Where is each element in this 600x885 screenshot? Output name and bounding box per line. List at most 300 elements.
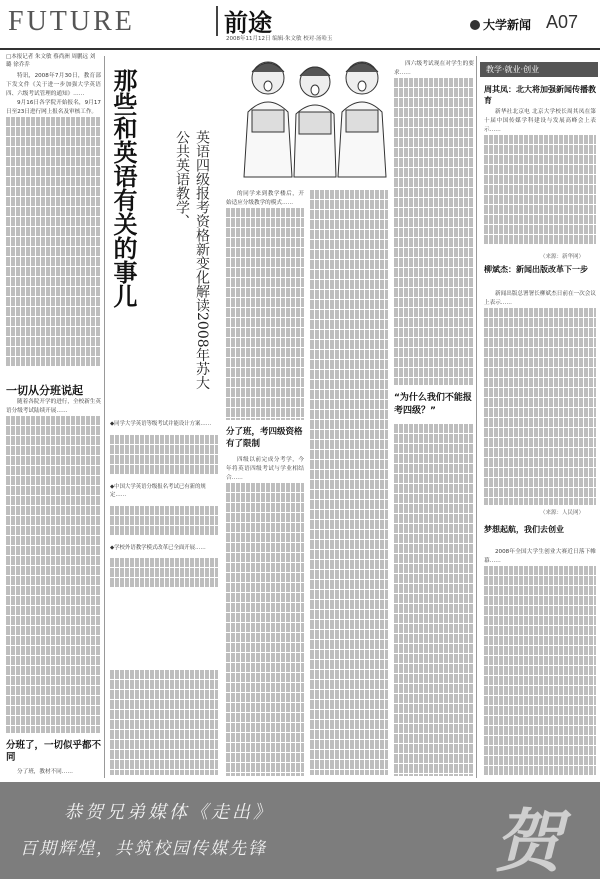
text-filler: [484, 616, 596, 626]
text-filler: [6, 636, 101, 646]
text-filler: [6, 157, 101, 167]
text-filler: [484, 308, 596, 318]
article-column-1: [6, 72, 101, 372]
text-filler: [226, 348, 304, 358]
text-filler: [394, 348, 474, 358]
text-filler: [310, 370, 388, 380]
text-filler: [226, 683, 304, 693]
text-filler: [6, 297, 101, 307]
text-filler: [484, 438, 596, 448]
text-filler: [310, 230, 388, 240]
text-filler: [394, 554, 474, 564]
text-filler: [484, 736, 596, 746]
column-divider: [476, 56, 477, 778]
notes-box: [110, 420, 218, 660]
text-filler: [6, 287, 101, 297]
text-filler: [310, 190, 388, 200]
subheadline: 英语四级报考资格新变化解读2008年苏大公共英语教学、: [174, 130, 210, 390]
text-filler: [394, 378, 474, 385]
text-filler: [6, 426, 101, 436]
text-filler: [484, 586, 596, 596]
text-filler: [6, 127, 101, 137]
text-filler: [310, 280, 388, 290]
text-filler: [226, 338, 304, 348]
text-filler: [394, 278, 474, 288]
text-filler: [394, 118, 474, 128]
text-filler: [226, 733, 304, 743]
text-filler: [394, 704, 474, 714]
text-filler: [226, 663, 304, 673]
article-column-3: [310, 190, 388, 775]
headline: 那些和英语有关的事儿: [109, 68, 138, 308]
text-filler: [394, 298, 474, 308]
text-filler: [6, 596, 101, 606]
text-filler: [394, 454, 474, 464]
text-filler: [6, 167, 101, 177]
article-column-1b: [6, 398, 101, 733]
text-filler: [394, 168, 474, 178]
text-filler: [226, 583, 304, 593]
text-filler: [394, 504, 474, 514]
text-filler: [310, 400, 388, 410]
text-filler: [484, 458, 596, 468]
text-filler: [6, 676, 101, 686]
text-filler: [110, 435, 218, 445]
section-1-title: 一切从分班说起: [6, 384, 83, 397]
text-filler: [226, 308, 304, 318]
text-filler: [484, 378, 596, 388]
text-filler: [484, 165, 596, 175]
text-filler: [484, 626, 596, 636]
text-filler: [6, 546, 101, 556]
text-filler: [226, 703, 304, 713]
column-divider: [104, 56, 105, 778]
col2-text: 的同学来到教学楼后，开始适应分级教学的模式……: [226, 191, 304, 206]
text-filler: [310, 740, 388, 750]
text-filler: [6, 486, 101, 496]
text-filler: [226, 693, 304, 703]
text-filler: [110, 558, 218, 568]
text-filler: [110, 710, 218, 720]
text-filler: [226, 553, 304, 563]
text-filler: [310, 690, 388, 700]
text-filler: [484, 235, 596, 245]
text-filler: [6, 716, 101, 726]
text-filler: [394, 544, 474, 554]
text-filler: [226, 483, 304, 493]
text-filler: [110, 730, 218, 740]
text-filler: [394, 614, 474, 624]
text-filler: [484, 566, 596, 576]
section-name-en: FUTURE: [8, 6, 135, 37]
text-filler: [394, 178, 474, 188]
text-filler: [310, 380, 388, 390]
text-filler: [394, 328, 474, 338]
col1-sec1: 随着各院开学的进行，全校新生英语分级考试陆续开展……: [6, 399, 101, 414]
text-filler: [484, 338, 596, 348]
text-filler: [6, 616, 101, 626]
col1-intro: 特讯，2008年7月30日，教育部下发文件《关于进一步加强大学英语四、六级考试管理的通知》……: [6, 73, 101, 97]
text-filler: [6, 466, 101, 476]
text-filler: [484, 418, 596, 428]
text-filler: [394, 188, 474, 198]
dateline: 2008年11月12日 编辑·朱文敏 校对·汤哈玉: [226, 36, 333, 42]
text-filler: [310, 470, 388, 480]
text-filler: [310, 710, 388, 720]
text-filler: [484, 368, 596, 378]
text-filler: [394, 424, 474, 434]
text-filler: [394, 228, 474, 238]
text-filler: [394, 674, 474, 684]
text-filler: [110, 760, 218, 770]
text-filler: [394, 444, 474, 454]
section-3-title: 分了班，考四级资格有了限制: [226, 427, 303, 449]
text-filler: [226, 643, 304, 653]
text-filler: [310, 560, 388, 570]
text-filler: [394, 604, 474, 614]
text-filler: [310, 310, 388, 320]
text-filler: [110, 770, 218, 775]
sidebar-item-2-body: 新闻出版总署署长柳斌杰日前在一次会议上表示……: [484, 290, 596, 505]
text-filler: [226, 543, 304, 553]
text-filler: [310, 300, 388, 310]
text-filler: [226, 208, 304, 218]
text-filler: [226, 388, 304, 398]
text-filler: [484, 328, 596, 338]
text-filler: [484, 185, 596, 195]
text-filler: [226, 753, 304, 763]
text-filler: [6, 257, 101, 267]
text-filler: [484, 318, 596, 328]
text-filler: [110, 690, 218, 700]
text-filler: [484, 686, 596, 696]
text-filler: [394, 148, 474, 158]
text-filler: [394, 318, 474, 328]
text-filler: [110, 506, 218, 516]
text-filler: [310, 220, 388, 230]
text-filler: [310, 570, 388, 580]
text-filler: [6, 337, 101, 347]
text-filler: [394, 714, 474, 724]
text-filler: [394, 158, 474, 168]
text-filler: [226, 623, 304, 633]
text-filler: [110, 578, 218, 588]
text-filler: [226, 298, 304, 308]
text-filler: [226, 493, 304, 503]
text-filler: [6, 696, 101, 706]
banner-line-2: 百期辉煌，共筑校园传媒先锋: [20, 839, 267, 859]
text-filler: [310, 360, 388, 370]
text-filler: [484, 696, 596, 706]
text-filler: [310, 680, 388, 690]
text-filler: [310, 240, 388, 250]
text-filler: [6, 307, 101, 317]
text-filler: [6, 686, 101, 696]
text-filler: [6, 626, 101, 636]
text-filler: [226, 268, 304, 278]
text-filler: [110, 526, 218, 536]
text-filler: [394, 694, 474, 704]
text-filler: [226, 218, 304, 228]
text-filler: [6, 666, 101, 676]
text-filler: [226, 533, 304, 543]
text-filler: [484, 215, 596, 225]
text-filler: [310, 750, 388, 760]
text-filler: [226, 653, 304, 663]
text-filler: [226, 318, 304, 328]
text-filler: [484, 358, 596, 368]
text-filler: [6, 556, 101, 566]
text-filler: [394, 634, 474, 644]
text-filler: [6, 207, 101, 217]
text-filler: [226, 368, 304, 378]
text-filler: [310, 270, 388, 280]
text-filler: [226, 613, 304, 623]
text-filler: [484, 488, 596, 498]
sidebar-item-3-body: 2008年全国大学生创业大赛近日落下帷幕……: [484, 548, 596, 776]
text-filler: [394, 198, 474, 208]
text-filler: [6, 227, 101, 237]
text-filler: [226, 633, 304, 643]
question-subhead: “为什么我们不能报考四级？”: [394, 393, 472, 416]
text-filler: [394, 754, 474, 764]
text-filler: [6, 646, 101, 656]
text-filler: [394, 258, 474, 268]
text-filler: [226, 573, 304, 583]
text-filler: [484, 606, 596, 616]
text-filler: [226, 408, 304, 418]
text-filler: [110, 516, 218, 526]
text-filler: [6, 357, 101, 367]
text-filler: [6, 267, 101, 277]
text-filler: [110, 740, 218, 750]
text-filler: [6, 536, 101, 546]
text-filler: [226, 773, 304, 776]
text-filler: [6, 496, 101, 506]
text-filler: [226, 513, 304, 523]
text-filler: [226, 503, 304, 513]
text-filler: [484, 348, 596, 358]
text-filler: [394, 308, 474, 318]
text-filler: [110, 445, 218, 455]
text-filler: [110, 670, 218, 680]
text-filler: [310, 440, 388, 450]
text-filler: [484, 468, 596, 478]
text-filler: [310, 480, 388, 490]
text-filler: [310, 620, 388, 630]
text-filler: [484, 205, 596, 215]
text-filler: [310, 290, 388, 300]
text-filler: [226, 713, 304, 723]
text-filler: [226, 398, 304, 408]
section-2-title: 分班了，一切似乎都不同: [6, 740, 102, 763]
text-filler: [310, 700, 388, 710]
text-filler: [6, 347, 101, 357]
text-filler: [110, 568, 218, 578]
text-filler: [484, 636, 596, 646]
text-filler: [310, 210, 388, 220]
text-filler: [484, 135, 596, 145]
paper-logo: [470, 16, 531, 33]
text-filler: [310, 670, 388, 680]
text-filler: [394, 684, 474, 694]
header-divider: [216, 6, 218, 36]
text-filler: [484, 498, 596, 505]
text-filler: [310, 600, 388, 610]
text-filler: [394, 644, 474, 654]
text-filler: [6, 586, 101, 596]
text-filler: [484, 448, 596, 458]
text-filler: [394, 594, 474, 604]
text-filler: [310, 320, 388, 330]
text-filler: [394, 108, 474, 118]
text-filler: [484, 576, 596, 586]
text-filler: [6, 476, 101, 486]
text-filler: [310, 520, 388, 530]
text-filler: [394, 734, 474, 744]
text-filler: [310, 450, 388, 460]
text-filler: [484, 478, 596, 488]
text-filler: [484, 596, 596, 606]
text-filler: [484, 145, 596, 155]
text-filler: [6, 217, 101, 227]
text-filler: [6, 606, 101, 616]
text-filler: [394, 78, 474, 88]
text-filler: [394, 494, 474, 504]
text-filler: [394, 268, 474, 278]
congratulation-banner: [0, 782, 600, 882]
text-filler: [394, 484, 474, 494]
text-filler: [484, 716, 596, 726]
sidebar-item-1-body: 新华社北京电 北京大学校长周其凤在第十届中国传媒学科建设与发展高峰会上表示……: [484, 108, 596, 248]
text-filler: [226, 563, 304, 573]
sidebar-item-1-title: 周其凤：北大将加强新闻传播教育: [484, 85, 596, 105]
col1-intro2: 9月16日各学院开始报名，9月17日至23日进行网上报名及审核工作。: [6, 100, 101, 115]
note-item: ◆中国大学英语分级报名考试已有新的规定……: [110, 483, 206, 499]
text-filler: [226, 763, 304, 773]
text-filler: [110, 680, 218, 690]
text-filler: [310, 550, 388, 560]
text-filler: [394, 464, 474, 474]
text-filler: [484, 428, 596, 438]
text-filler: [310, 660, 388, 670]
text-filler: [6, 506, 101, 516]
text-filler: [394, 88, 474, 98]
text-filler: [226, 603, 304, 613]
note-item: ◆学校外语教学模式改革已全面开展……: [110, 544, 206, 551]
sidebar-item-3-title: 梦想起航，我们去创业: [484, 525, 564, 534]
text-filler: [6, 416, 101, 426]
text-filler: [6, 117, 101, 127]
text-filler: [110, 700, 218, 710]
logo-icon: [470, 20, 480, 30]
sidebar-credit-1: （来源：新华网）: [540, 254, 585, 260]
text-filler: [394, 368, 474, 378]
text-filler: [484, 646, 596, 656]
text-filler: [394, 744, 474, 754]
text-filler: [394, 288, 474, 298]
article-column-4b: [394, 424, 474, 776]
text-filler: [484, 398, 596, 408]
text-filler: [484, 766, 596, 776]
header-rule: [0, 48, 600, 50]
text-filler: [310, 730, 388, 740]
text-filler: [310, 630, 388, 640]
text-filler: [310, 410, 388, 420]
article-column-4: [394, 60, 474, 385]
text-filler: [394, 138, 474, 148]
text-filler: [394, 238, 474, 248]
text-filler: [6, 566, 101, 576]
text-filler: [394, 434, 474, 444]
text-filler: [394, 98, 474, 108]
text-filler: [394, 358, 474, 368]
text-filler: [394, 664, 474, 674]
text-filler: [226, 228, 304, 238]
text-filler: [394, 654, 474, 664]
text-filler: [310, 610, 388, 620]
text-filler: [310, 510, 388, 520]
text-filler: [6, 516, 101, 526]
text-filler: [484, 175, 596, 185]
text-filler: [394, 524, 474, 534]
text-filler: [394, 128, 474, 138]
text-filler: [310, 770, 388, 775]
text-filler: [310, 500, 388, 510]
text-filler: [310, 540, 388, 550]
sidebar-header: 教学·就业·创业: [480, 62, 598, 77]
banner-line-1: 恭贺兄弟媒体《走出》: [64, 802, 274, 823]
text-filler: [394, 248, 474, 258]
text-filler: [394, 208, 474, 218]
text-filler: [310, 260, 388, 270]
text-filler: [6, 187, 101, 197]
article-column-mid: [110, 670, 218, 775]
text-filler: [394, 474, 474, 484]
text-filler: [110, 455, 218, 465]
col4-text: 四六级考试现在对学生的要求……: [394, 61, 474, 76]
text-filler: [310, 340, 388, 350]
text-filler: [226, 358, 304, 368]
text-filler: [226, 248, 304, 258]
text-filler: [394, 724, 474, 734]
text-filler: [6, 456, 101, 466]
text-filler: [226, 523, 304, 533]
text-filler: [310, 590, 388, 600]
text-filler: [484, 388, 596, 398]
text-filler: [484, 408, 596, 418]
singers-illustration: [226, 52, 404, 182]
text-filler: [6, 726, 101, 733]
text-filler: [6, 706, 101, 716]
text-filler: [6, 526, 101, 536]
reporters-byline: □本报记者 朱文敏 蔡尚洲 周鹏远 刘 璐 徐乔乔: [6, 54, 96, 68]
text-filler: [226, 593, 304, 603]
text-filler: [110, 720, 218, 730]
text-filler: [394, 774, 474, 776]
text-filler: [6, 177, 101, 187]
text-filler: [310, 490, 388, 500]
text-filler: [226, 418, 304, 420]
text-filler: [310, 720, 388, 730]
text-filler: [310, 640, 388, 650]
text-filler: [310, 530, 388, 540]
text-filler: [394, 584, 474, 594]
text-filler: [6, 147, 101, 157]
page-number: A07: [546, 12, 579, 32]
note-item: ◆同学大学英语等级考试并能设计方案……: [110, 421, 212, 427]
text-filler: [310, 760, 388, 770]
